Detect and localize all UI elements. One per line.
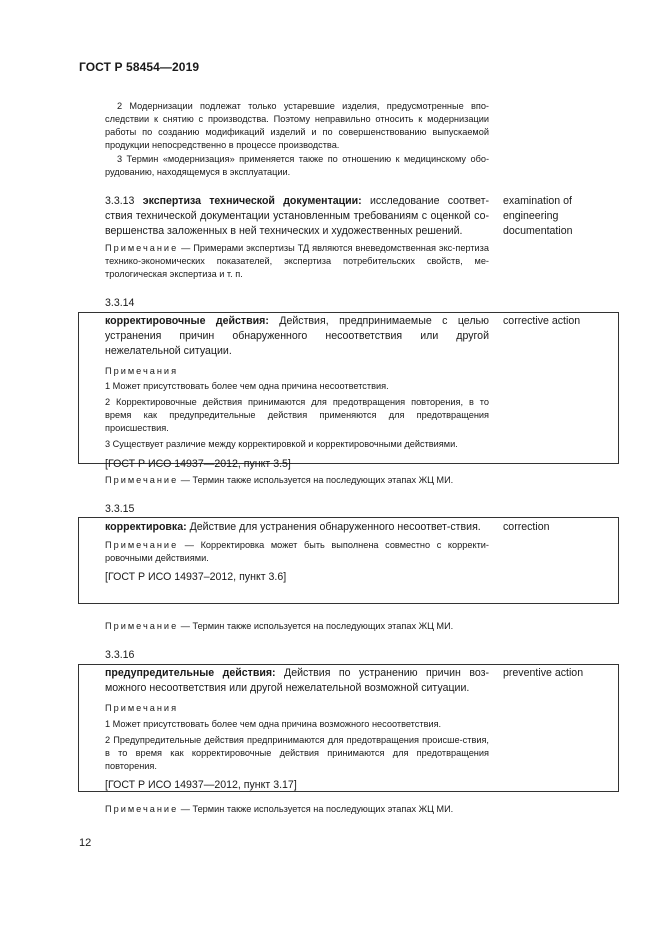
term-title: корректировка:: [105, 521, 187, 533]
note-text: — Корректировка может быть выполнена совместно с корректи-ровочными действиями.: [105, 540, 489, 563]
term-3314-number: 3.3.14: [105, 297, 135, 309]
note-label: Примечание: [105, 243, 179, 253]
note-1: 1 Может присутствовать более чем одна причина несоответствия.: [105, 381, 389, 391]
term-3313-note: [105, 242, 489, 281]
term-3314-after-note: [105, 474, 489, 487]
term-number: 3.3.13: [105, 195, 135, 207]
term-3315-en: correction: [503, 521, 550, 533]
term-title: корректировочные действия:: [105, 315, 269, 327]
term-3315: [105, 520, 489, 585]
note-text: — Примерами экспертизы ТД являются вневедомственная экс-пертиза технико-экономических показателей, экспертиза потребительских свойств, ме-трологическая экспертиза и т. п.: [105, 243, 489, 279]
term-3314: [105, 314, 489, 472]
note-text: — Термин также используется на последующих этапах ЖЦ МИ.: [178, 621, 454, 631]
notes-label: Примечания: [105, 366, 179, 376]
term-3315-after-note: [105, 620, 489, 633]
term-3313: [105, 194, 489, 239]
document-header: ГОСТ Р 58454—2019: [79, 60, 200, 74]
note-label: Примечание: [105, 804, 179, 814]
note-2: 2 Корректировочные действия принимаются для предотвращения повторения, в то время как предупредительные действия применяются для предотвращения происшествия.: [105, 397, 489, 433]
term-definition: Действия по устранению причин воз-можного несоответствия или другой нежелательной возможной ситуации.: [105, 667, 489, 694]
term-3315-number: 3.3.15: [105, 503, 135, 515]
intro-note-3: 3 Термин «модернизация» применяется также по отношению к медицинскому обо-рудованию, находящемуся в эксплуатации.: [105, 154, 489, 177]
term-3313-en: examination of engineering documentation: [503, 195, 573, 237]
page-number: 12: [79, 837, 92, 849]
intro-note-2: 2 Модернизации подлежат только устаревшие изделия, предусмотренные впо-следствии к снятию с производства. Поэтому неправильно относить к модернизации работы по созданию модификаций изделий и по совершенствованию выпускаемой продукции непосредственно в процессе производства.: [105, 101, 489, 150]
term-reference: [ГОСТ Р ИСО 14937–2012, пункт 3.6]: [105, 571, 287, 583]
note-3: 3 Существует различие между корректировкой и корректировочными действиями.: [105, 439, 458, 449]
note-label: Примечание: [105, 621, 179, 631]
term-definition: Действия, предпринимаемые с целью устранения причин обнаруженного несоответствия или другой нежелательной ситуации.: [105, 315, 489, 357]
note-label: Примечание: [105, 540, 179, 550]
note-text: — Термин также используется на последующих этапах ЖЦ МИ.: [178, 804, 454, 814]
intro-notes: [105, 100, 489, 179]
term-3314-en: corrective action: [503, 315, 581, 327]
notes-label: Примечания: [105, 703, 179, 713]
term-definition: Действие для устранения обнаруженного несоответ-ствия.: [186, 521, 481, 533]
term-reference: [ГОСТ Р ИСО 14937—2012, пункт 3.5]: [105, 458, 291, 470]
note-label: Примечание: [105, 475, 179, 485]
term-reference: [ГОСТ Р ИСО 14937—2012, пункт 3.17]: [105, 779, 297, 791]
term-title: экспертиза технической документации:: [142, 195, 362, 207]
term-3316-en: preventive action: [503, 667, 584, 679]
term-3316-after-note: [105, 803, 489, 816]
note-text: — Термин также используется на последующих этапах ЖЦ МИ.: [178, 475, 454, 485]
term-3316: [105, 666, 489, 793]
term-title: предупредительные действия:: [105, 667, 276, 679]
term-definition: исследование соответ-ствия технической документации установленным требованиям с оценкой со-вершенства заложенных в ней технических и художественных решений.: [105, 195, 489, 237]
note-2: 2 Предупредительные действия предпринимаются для предотвращения происше-ствия, в то время как корректировочные действия принимаются для предотвращения повторения.: [105, 735, 489, 771]
note-1: 1 Может присутствовать более чем одна причина возможного несоответствия.: [105, 719, 442, 729]
term-3316-number: 3.3.16: [105, 649, 135, 661]
